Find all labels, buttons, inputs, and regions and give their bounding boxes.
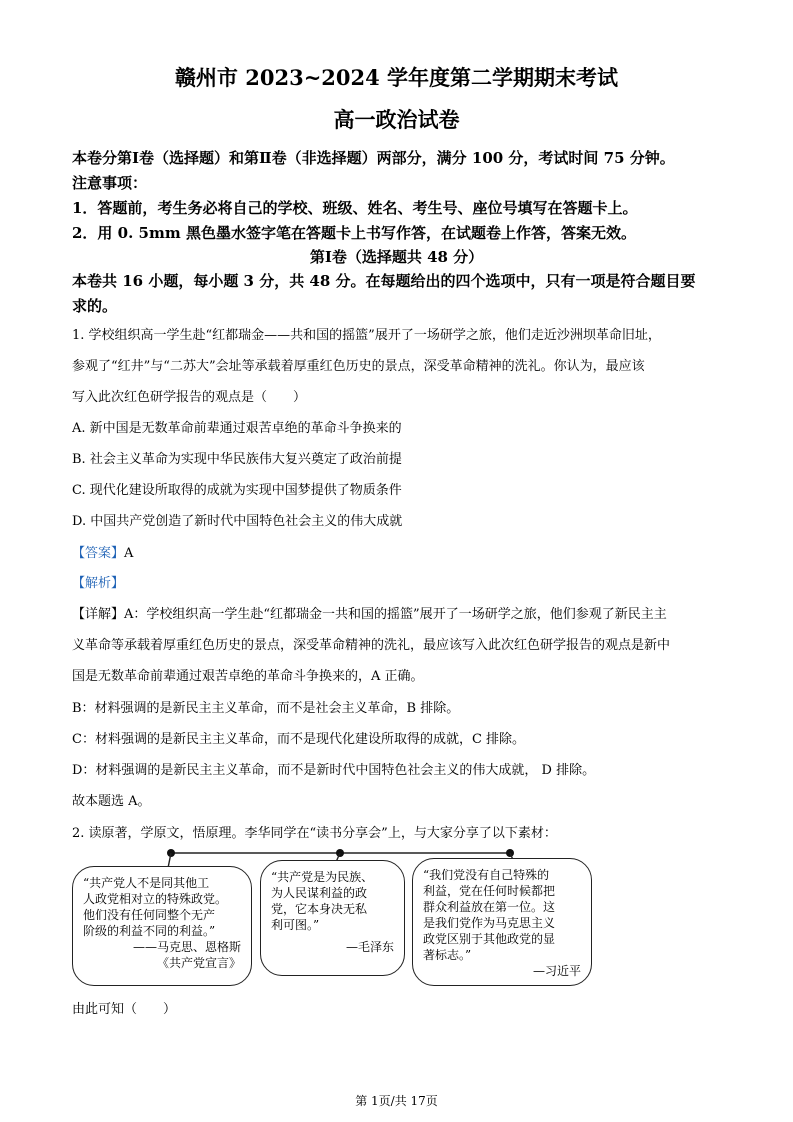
quote-signature: —习近平	[532, 964, 581, 978]
quote-bubble-mao	[260, 860, 405, 976]
quote-bubble-marx	[72, 866, 252, 986]
q1-option-c: C. 现代化建设所取得的成就为实现中国梦提供了物质条件	[72, 483, 402, 498]
detail-text: A：学校组织高一学生赴“红都瑞金一共和国的摇篮”展开了一场研学之旅，他们参观了新民主主	[124, 607, 667, 622]
note-2: 2．用 0. 5mm 黑色墨水签字笔在答题卡上书写作答，在试题卷上作答，答案无效。	[72, 224, 636, 242]
quote-line: 人政党相对立的特殊政党。	[83, 892, 228, 906]
quote-bubble-xi	[412, 858, 592, 986]
q1-option-a: A. 新中国是无数革命前辈通过艰苦卓绝的革命斗争换来的	[72, 421, 402, 436]
section-title: 第Ⅰ卷（选择题共 48 分）	[309, 248, 484, 266]
quote-line: 政党区别于其他政党的显	[423, 932, 556, 946]
q2-stem: 2. 读原著，学原文，悟原理。李华同学在“读书分享会”上，与大家分享了以下素材：	[72, 826, 557, 841]
exam-title: 赣州市 2023~2024 学年度第二学期期末考试	[174, 65, 619, 90]
note-1: 1．答题前，考生务必将自己的学校、班级、姓名、考生号、座位号填写在答题卡上。	[72, 199, 638, 217]
answer-tag: 【答案】	[72, 546, 125, 561]
section-desc-1: 本卷共 16 小题，每小题 3 分，共 48 分。在每题给出的四个选项中，只有一项是符合题目要	[72, 272, 696, 290]
q1-detail-3: 国是无数革命前辈通过艰苦卓绝的革命斗争换来的，A 正确。	[72, 669, 424, 684]
quote-line: 是我们党作为马克思主义	[423, 916, 556, 930]
quote-line: “共产党是为民族、	[271, 870, 374, 884]
q1-detail-d: D：材料强调的是新民主主义革命，而不是新时代中国特色社会主义的伟大成就， D 排除。	[72, 763, 596, 778]
intro-line: 本卷分第Ⅰ卷（选择题）和第Ⅱ卷（非选择题）两部分，满分 100 分，考试时间 75 分钟。	[72, 149, 675, 167]
exam-subtitle: 高一政治试卷	[333, 107, 460, 132]
detail-tag: 【详解】	[72, 607, 125, 622]
quote-line: 利益，党在任何时候都把	[423, 884, 556, 898]
quote-source: 《共产党宣言》	[156, 956, 241, 970]
quote-line: 阶级的利益不同的利益。”	[83, 924, 216, 938]
page-footer: 第 1页/共 17页	[355, 1094, 438, 1108]
q1-detail-c: C：材料强调的是新民主主义革命，而不是现代化建设所取得的成就，C 排除。	[72, 732, 526, 747]
q1-conclusion: 故本题选 A。	[72, 794, 151, 809]
quote-line: “我们党没有自己特殊的	[423, 868, 550, 882]
q1-stem-1: 1. 学校组织高一学生赴“红都瑞金——共和国的摇篮”展开了一场研学之旅，他们走近沙洲坝革命旧址，	[72, 328, 661, 343]
q2-tail: 由此可知（ ）	[72, 1002, 177, 1017]
q1-option-b: B. 社会主义革命为实现中华民族伟大复兴奠定了政治前提	[72, 452, 402, 467]
analysis-tag: 【解析】	[72, 576, 125, 591]
q1-stem-2: 参观了“红井”与“二苏大”会址等承载着厚重红色历史的景点，深受革命精神的洗礼。你认为，最应该	[72, 359, 645, 374]
quote-signature: —毛泽东	[345, 940, 394, 954]
quote-line: 著标志。”	[423, 948, 472, 962]
q1-option-d: D. 中国共产党创造了新时代中国特色社会主义的伟大成就	[72, 514, 403, 529]
quote-line: 为人民谋利益的政	[271, 886, 368, 900]
q1-detail-b: B：材料强调的是新民主主义革命，而不是社会主义革命，B 排除。	[72, 701, 460, 716]
answer-value: A	[124, 546, 134, 561]
quote-line: 党，它本身决无私	[271, 902, 368, 916]
quote-line: 他们没有任何同整个无产	[83, 908, 216, 922]
quote-line: 群众利益放在第一位。这	[423, 900, 556, 914]
q1-stem-3: 写入此次红色研学报告的观点是（ ）	[72, 390, 307, 405]
section-desc-2: 求的。	[72, 297, 118, 315]
quote-line: 利可图。”	[271, 918, 320, 932]
notes-title: 注意事项：	[72, 174, 148, 192]
quote-line: “共产党人不是同其他工	[83, 876, 210, 890]
quote-signature: ——马克思、恩格斯	[132, 940, 241, 954]
q1-detail-2: 义革命等承载着厚重红色历史的景点，深受革命精神的洗礼，最应该写入此次红色研学报告的观点是新中	[72, 638, 671, 653]
